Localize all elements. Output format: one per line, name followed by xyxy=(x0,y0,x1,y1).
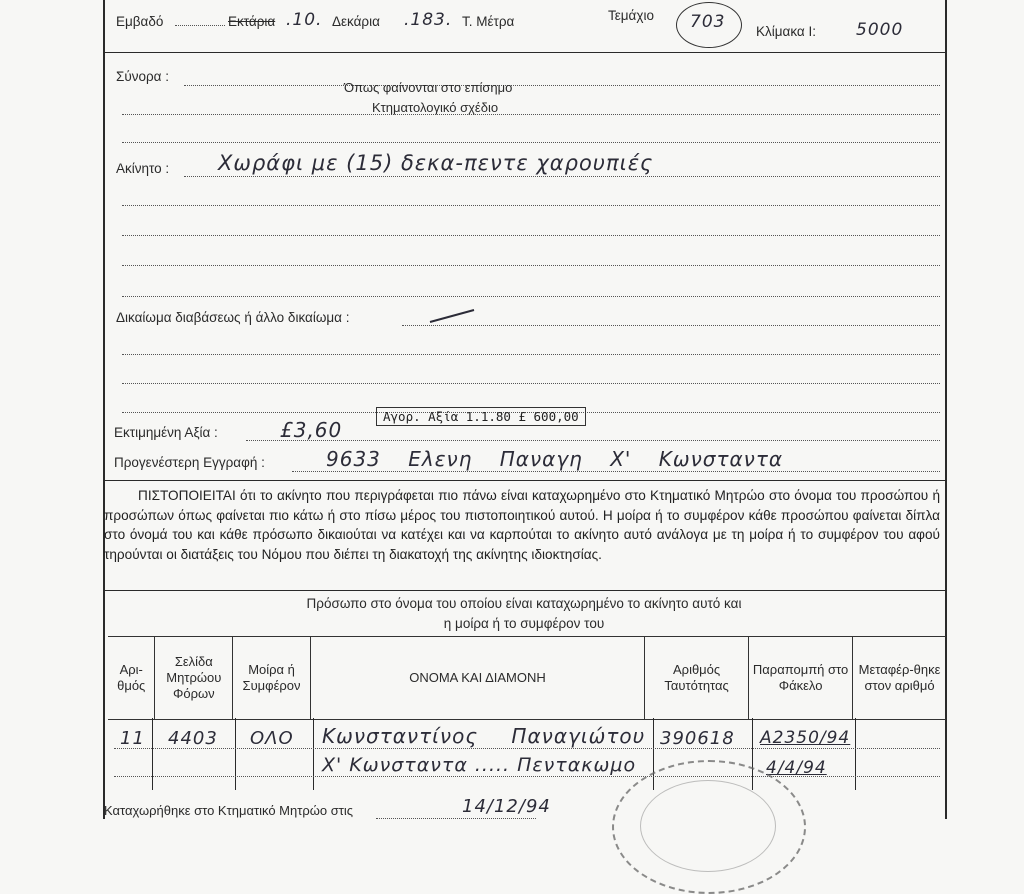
row-name-line1: Κωνσταντίνος Παναγιώτου xyxy=(322,724,646,748)
boundaries-line2: Κτηματολογικό σχέδιο xyxy=(372,100,499,115)
row-id-number: 390618 xyxy=(660,728,735,749)
scale-value: 5000 xyxy=(856,20,904,40)
parcel-label: Τεμάχιο xyxy=(608,8,654,23)
official-seal-inner xyxy=(640,780,776,872)
col-line-3 xyxy=(313,718,314,790)
hectares-label: Εκτάρια xyxy=(228,14,276,29)
boundaries-dots-2 xyxy=(122,114,940,115)
col-transferred: Μεταφέρ-θηκε στον αριθμό xyxy=(853,637,946,720)
entry-dots-1 xyxy=(114,748,940,749)
row-file-ref1: Α2350/94 xyxy=(760,728,851,748)
left-border xyxy=(103,0,105,819)
previous-registration-label: Προγενέστερη Εγγραφή : xyxy=(114,455,265,470)
col-file-ref: Παραπομπή στο Φάκελο xyxy=(749,637,853,720)
col-line-6 xyxy=(855,718,856,790)
boundaries-dots-1 xyxy=(184,85,940,86)
right-of-way-label: Δικαίωμα διαβάσεως ή άλλο δικαίωμα : xyxy=(116,310,350,325)
parcel-value: 703 xyxy=(690,12,726,32)
divider-mid xyxy=(103,480,945,481)
area-label: Εμβαδό xyxy=(116,14,164,29)
col-share: Μοίρα ή Συμφέρον xyxy=(233,637,311,720)
estimated-value-dots xyxy=(246,440,940,441)
estimated-value: £3,60 xyxy=(280,418,343,442)
row-share: ΟΛΟ xyxy=(250,728,294,749)
row-number: 11 xyxy=(120,728,145,749)
property-dots-2 xyxy=(122,205,940,206)
property-dots-1 xyxy=(184,176,940,177)
col-tax-page: Σελίδα Μητρώου Φόρων xyxy=(155,637,233,720)
certification-text xyxy=(104,486,940,564)
owners-table-header xyxy=(108,637,946,720)
scale-label: Κλίμακα Ι: xyxy=(756,24,816,39)
property-label: Ακίνητο : xyxy=(116,161,170,176)
row-tax-page: 4403 xyxy=(168,728,218,749)
area-dots xyxy=(175,25,225,26)
decares-value: .183. xyxy=(404,10,453,30)
divider-lower xyxy=(103,590,945,591)
property-value: Χωράφι με (15) δεκα-πεντε χαρουπιές xyxy=(218,151,654,175)
owner-heading-line1: Πρόσωπο στο όνομα του οποίου είναι καταχωρημένο το ακίνητο αυτό και xyxy=(306,596,742,611)
registered-date: 14/12/94 xyxy=(462,796,551,817)
right-of-way-dots-1 xyxy=(402,325,940,326)
row-name-line2: Χ' Κωνσταντα ..... Πεντακωμο xyxy=(322,754,637,776)
purchase-value-stamp: Αγορ. Αξία 1.1.80 £ 600,00 xyxy=(376,407,586,426)
registered-label: Καταχωρήθηκε στο Κτηματικό Μητρώο στις xyxy=(104,803,354,818)
divider-top xyxy=(103,52,945,53)
col-line-2 xyxy=(235,718,236,790)
dash-mark xyxy=(428,306,476,326)
owner-heading-line2: η μοίρα ή το συμφέρον του xyxy=(443,616,605,631)
right-of-way-dots-2 xyxy=(122,354,940,355)
boundaries-dots-3 xyxy=(122,142,940,143)
previous-registration-value: 9633 Ελενη Παναγη Χ' Κωνσταντα xyxy=(326,447,784,471)
previous-registration-dots xyxy=(292,471,940,472)
col-id-number: Αριθμός Ταυτότητας xyxy=(645,637,749,720)
property-dots-4 xyxy=(122,265,940,266)
boundaries-line1: Όπως φαίνονται στο επίσημο xyxy=(344,80,513,95)
hectares-value: .10. xyxy=(286,10,323,30)
decares-label: Δεκάρια xyxy=(332,14,380,29)
sqm-label: Τ. Μέτρα xyxy=(462,14,515,29)
boundaries-label: Σύνορα : xyxy=(116,69,169,84)
property-dots-3 xyxy=(122,235,940,236)
owners-table xyxy=(108,636,946,720)
col-line-1 xyxy=(152,718,153,790)
col-number: Αρι-θμός xyxy=(108,637,155,720)
right-of-way-dots-3 xyxy=(122,383,940,384)
certification-body: ΠΙΣΤΟΠΟΙΕΙΤΑΙ ότι το ακίνητο που περιγράφεται πιο πάνω είναι καταχωρημένο στο Κτηματικό Μητρώο στο όνομα του προσώπου ή προσώπων όπως φαίνεται πιο κάτω ή στο πίσω μέρος του πιστοποιητικού αυτού. Η μοίρα ή το συμφέρον κάθε προσώπου φαίνεται δίπλα στο όνομά του και κάθε πρόσωπο δικαιούται να κατέχει και να καρπούται το ακίνητο αυτό ανάλογα με τη μοίρα ή το συμφέρον του αφού τηρούνται οι διατάξεις του Νόμου που διέπει τη διακατοχή της ακίνητης ιδιοκτησίας. xyxy=(104,488,940,562)
estimated-value-label: Εκτιμημένη Αξία : xyxy=(114,425,218,440)
col-name-residence: ΟΝΟΜΑ ΚΑΙ ΔΙΑΜΟΝΗ xyxy=(310,637,644,720)
row-file-ref2: 4/4/94 xyxy=(766,758,827,778)
property-dots-5 xyxy=(122,296,940,297)
